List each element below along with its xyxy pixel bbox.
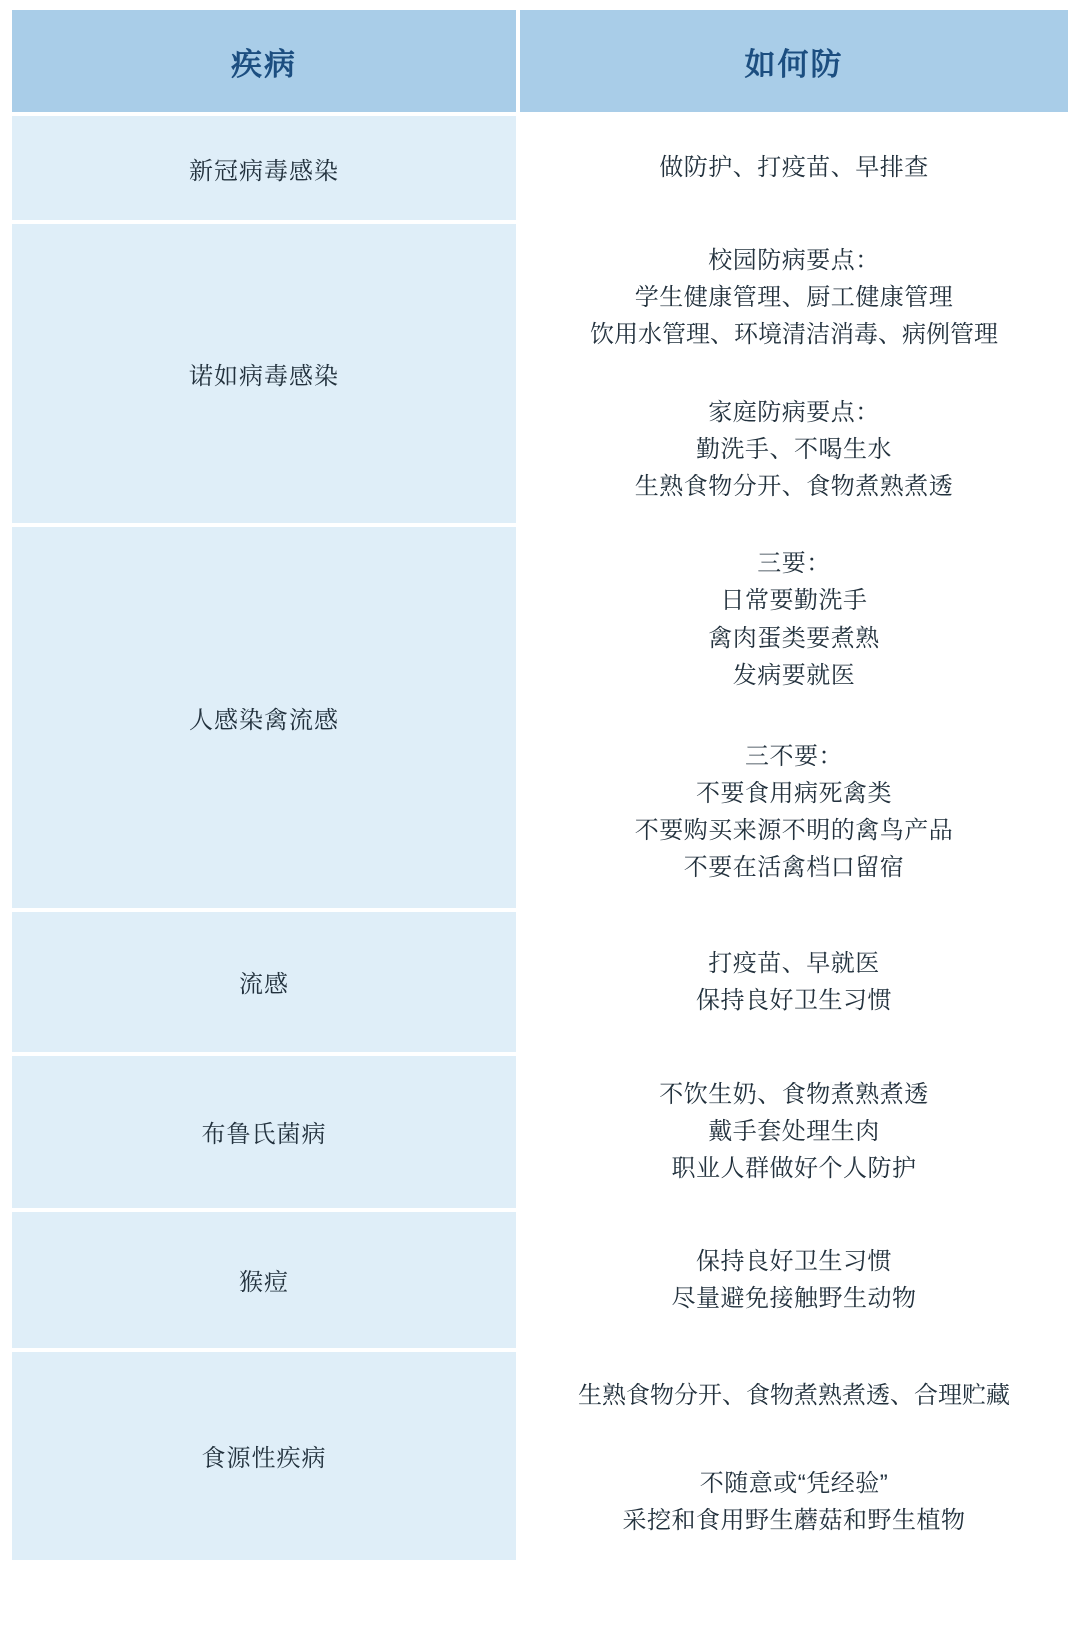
- measure-line: 不要在活禽档口留宿: [683, 854, 905, 882]
- measure-line: 采挖和食用野生蘑菇和野生植物: [622, 1506, 966, 1534]
- disease-name-cell: 布鲁氏菌病: [10, 1054, 518, 1210]
- measure-cell: [518, 114, 1070, 222]
- table-row: [10, 114, 1070, 222]
- measure-line: 三不要：: [745, 742, 843, 770]
- measure-line: 勤洗手、不喝生水: [696, 435, 892, 463]
- measure-line: 不随意或“凭经验”: [699, 1469, 889, 1497]
- disease-name-cell: 诺如病毒感染: [10, 222, 518, 525]
- measure-cell: [518, 1350, 1070, 1442]
- disease-name-cell: 新冠病毒感染: [10, 114, 518, 222]
- measure-line: 家庭防病要点：: [708, 398, 880, 426]
- measure-cell: [518, 910, 1070, 1054]
- disease-prevention-table: [10, 8, 1070, 1562]
- measure-line: 饮用水管理、环境清洁消毒、病例管理: [590, 321, 998, 349]
- measure-line: 不要食用病死禽类: [696, 779, 892, 807]
- measure-line: 生熟食物分开、食物煮熟煮透: [634, 472, 954, 500]
- measure-line: 不饮生奶、食物煮熟煮透: [659, 1081, 929, 1109]
- measure-line: 发病要就医: [732, 661, 856, 689]
- measure-line: 三要：: [757, 550, 831, 578]
- measure-line: 保持良好卫生习惯: [696, 1247, 892, 1275]
- measure-line: 不要购买来源不明的禽鸟产品: [634, 816, 954, 844]
- table-row: [10, 1350, 1070, 1442]
- measure-line: 生熟食物分开、食物煮熟煮透、合理贮藏: [578, 1382, 1010, 1410]
- table-row: [10, 910, 1070, 1054]
- disease-name-cell: 猴痘: [10, 1210, 518, 1350]
- measure-line: 职业人群做好个人防护: [671, 1155, 917, 1183]
- disease-name-cell: 流感: [10, 910, 518, 1054]
- measure-line: 做防护、打疫苗、早排查: [659, 154, 929, 182]
- column-header-measure: 如何防: [518, 8, 1070, 114]
- column-header-disease: 疾病: [10, 8, 518, 114]
- measure-line: 保持良好卫生习惯: [696, 986, 892, 1014]
- measure-cell: [518, 222, 1070, 374]
- measure-line: 学生健康管理、厨工健康管理: [634, 284, 954, 312]
- measure-line: 禽肉蛋类要煮熟: [708, 624, 880, 652]
- measure-line: 校园防病要点：: [708, 247, 880, 274]
- measure-line: 戴手套处理生肉: [708, 1118, 880, 1146]
- measure-cell: [518, 714, 1070, 910]
- table-row: [10, 222, 1070, 374]
- measure-line: 尽量避免接触野生动物: [671, 1284, 917, 1312]
- table-row: [10, 1054, 1070, 1210]
- measure-cell: [518, 1054, 1070, 1210]
- measure-cell: [518, 374, 1070, 526]
- measure-line: 打疫苗、早就医: [708, 949, 880, 977]
- table-header-row: [10, 8, 1070, 114]
- disease-name-cell: 食源性疾病: [10, 1350, 518, 1562]
- disease-name-cell: 人感染禽流感: [10, 525, 518, 910]
- measure-cell: [518, 1210, 1070, 1350]
- table-row: [10, 525, 1070, 714]
- measure-cell: [518, 525, 1070, 714]
- table-row: [10, 1210, 1070, 1350]
- table-body: [10, 114, 1070, 1562]
- measure-cell: [518, 1442, 1070, 1562]
- measure-line: 日常要勤洗手: [720, 587, 868, 615]
- table-header: [10, 8, 1070, 114]
